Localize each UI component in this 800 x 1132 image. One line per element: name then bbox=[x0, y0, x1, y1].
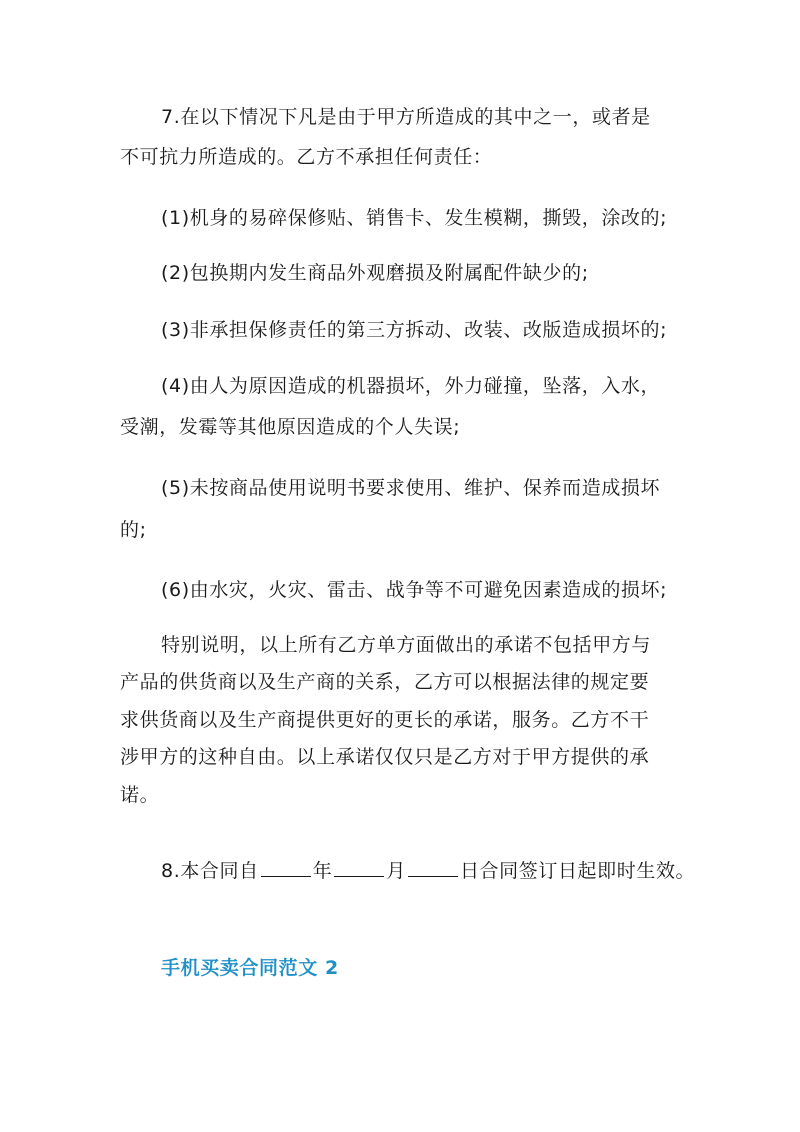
item-6: (6)由水灾，火灾、雷击、战争等不可避免因素造成的损坏; bbox=[161, 579, 668, 601]
month-blank bbox=[334, 858, 384, 877]
clause-8-month-label: 月 bbox=[386, 860, 406, 882]
item-4: (4)由人为原因造成的机器损坏，外力碰撞，坠落，入水， bbox=[161, 375, 661, 397]
special-note-line-2: 产品的供货商以及生产商的关系，乙方可以根据法律的规定要 bbox=[120, 671, 650, 693]
clause-7-line-1: 7.在以下情况下凡是由于甲方所造成的其中之一，或者是 bbox=[161, 106, 651, 128]
special-note-line-5: 诺。 bbox=[120, 784, 160, 806]
special-note-line-3: 求供货商以及生产商提供更好的更长的承诺，服务。乙方不干 bbox=[120, 709, 650, 731]
special-note-line-1: 特别说明，以上所有乙方单方面做出的承诺不包括甲方与 bbox=[161, 634, 652, 656]
item-4-continuation: 受潮，发霉等其他原因造成的个人失误; bbox=[120, 416, 461, 438]
clause-8-year-label: 年 bbox=[312, 860, 333, 882]
item-3: (3)非承担保修责任的第三方拆动、改装、改版造成损坏的; bbox=[161, 319, 668, 341]
section-heading: 手机买卖合同范文 2 bbox=[161, 957, 339, 979]
clause-8 bbox=[161, 858, 695, 883]
item-5-continuation: 的; bbox=[120, 519, 147, 541]
special-note-line-4: 涉甲方的这种自由。以上承诺仅仅只是乙方对于甲方提供的承 bbox=[120, 746, 650, 768]
item-1: (1)机身的易碎保修贴、销售卡、发生模糊，撕毁，涂改的; bbox=[161, 207, 668, 229]
clause-8-suffix: 日合同签订日起即时生效。 bbox=[459, 860, 696, 882]
day-blank bbox=[408, 858, 458, 877]
clause-8-prefix: 8.本合同自 bbox=[161, 860, 259, 882]
year-blank bbox=[261, 858, 311, 877]
item-2: (2)包换期内发生商品外观磨损及附属配件缺少的; bbox=[161, 262, 589, 284]
clause-7-line-2: 不可抗力所造成的。乙方不承担任何责任： bbox=[120, 146, 493, 168]
item-5: (5)未按商品使用说明书要求使用、维护、保养而造成损坏 bbox=[161, 477, 661, 499]
